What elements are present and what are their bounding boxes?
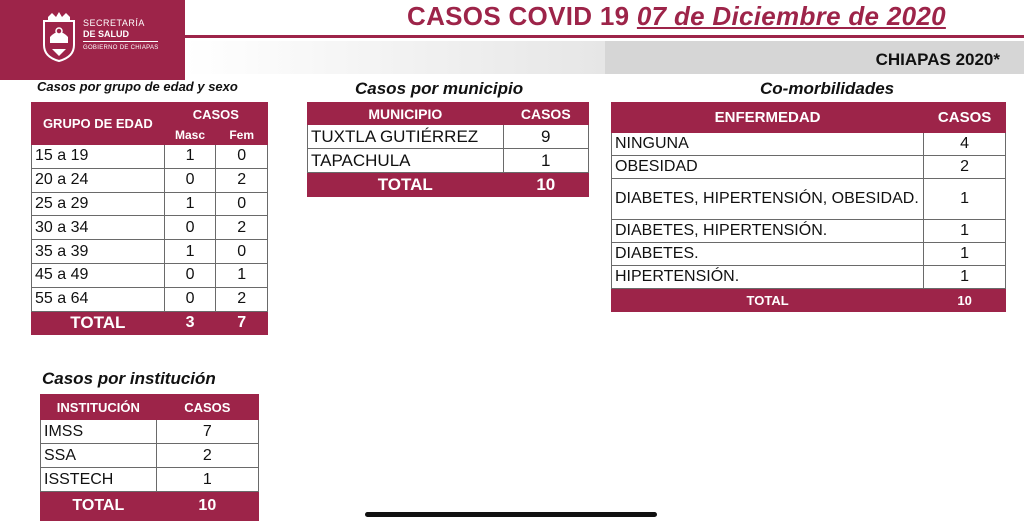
- total-label: TOTAL: [612, 289, 924, 312]
- disease-header: ENFERMEDAD: [612, 103, 924, 133]
- cases-header: CASOS: [924, 103, 1006, 133]
- female-cell: 1: [216, 263, 268, 287]
- table-row: [612, 220, 1006, 243]
- institution-heading: Casos por institución: [42, 369, 216, 388]
- age-group-cell: 20 a 24: [32, 168, 165, 192]
- cases-cell: 9: [503, 125, 588, 149]
- logo-text-line1: SECRETARÍA: [83, 18, 145, 28]
- male-cell: 1: [164, 192, 216, 216]
- age-group-cell: 35 a 39: [32, 240, 165, 264]
- institution-cell: IMSS: [41, 420, 157, 444]
- disease-cell: DIABETES, HIPERTENSIÓN, OBESIDAD.: [612, 179, 924, 220]
- total-row: [612, 289, 1006, 312]
- female-cell: 0: [216, 240, 268, 264]
- table-row: [612, 133, 1006, 156]
- table-row: [41, 468, 259, 492]
- female-cell: 0: [216, 145, 268, 169]
- logo-text-line2: DE SALUD: [83, 29, 130, 39]
- logo-text-line3: GOBIERNO DE CHIAPAS: [83, 45, 159, 51]
- age-sex-table: [31, 102, 268, 335]
- total-row: [32, 311, 268, 335]
- disease-cell: NINGUNA: [612, 133, 924, 156]
- table-row: [32, 216, 268, 240]
- total-cases: 10: [503, 173, 588, 197]
- female-cell: 2: [216, 168, 268, 192]
- table-row: [308, 125, 589, 149]
- total-label: TOTAL: [41, 492, 157, 521]
- municipality-table: [307, 102, 589, 197]
- cases-cell: 1: [924, 266, 1006, 289]
- disease-cell: DIABETES.: [612, 243, 924, 266]
- female-cell: 2: [216, 216, 268, 240]
- table-row: [32, 168, 268, 192]
- cases-cell: 2: [924, 156, 1006, 179]
- male-header: Masc: [164, 126, 216, 145]
- comorbidities-table: [611, 102, 1006, 312]
- female-cell: 2: [216, 287, 268, 311]
- age-group-cell: 55 a 64: [32, 287, 165, 311]
- institution-cell: ISSTECH: [41, 468, 157, 492]
- female-cell: 0: [216, 192, 268, 216]
- disease-cell: OBESIDAD: [612, 156, 924, 179]
- total-cases: 10: [924, 289, 1006, 312]
- total-cases: 10: [156, 492, 258, 521]
- table-row: [32, 263, 268, 287]
- total-female: 7: [216, 311, 268, 335]
- table-row: [612, 179, 1006, 220]
- table-row: [612, 266, 1006, 289]
- male-cell: 0: [164, 287, 216, 311]
- male-cell: 0: [164, 168, 216, 192]
- table-row: [32, 240, 268, 264]
- institution-header: INSTITUCIÓN: [41, 395, 157, 420]
- title-date: 07 de Diciembre de 2020: [636, 1, 946, 31]
- age-group-cell: 45 a 49: [32, 263, 165, 287]
- municipality-heading: Casos por municipio: [355, 79, 524, 98]
- female-header: Fem: [216, 126, 268, 145]
- cases-cell: 1: [924, 243, 1006, 266]
- male-cell: 0: [164, 263, 216, 287]
- logo-divider: [83, 41, 158, 42]
- cases-cell: 4: [924, 133, 1006, 156]
- total-row: [308, 173, 589, 197]
- cases-cell: 1: [924, 179, 1006, 220]
- table-row: [32, 287, 268, 311]
- table-row: [612, 156, 1006, 179]
- home-indicator[interactable]: [365, 512, 657, 517]
- state-coat-of-arms-icon: [40, 11, 78, 63]
- age-group-cell: 30 a 34: [32, 216, 165, 240]
- table-row: [41, 420, 259, 444]
- male-cell: 0: [164, 216, 216, 240]
- table-row: [308, 149, 589, 173]
- municipality-header: MUNICIPIO: [308, 103, 504, 125]
- page-title: [407, 1, 946, 32]
- age-group-cell: 25 a 29: [32, 192, 165, 216]
- total-label: TOTAL: [308, 173, 504, 197]
- header-rule: [185, 35, 1024, 38]
- comorbidities-heading: Co-morbilidades: [760, 79, 895, 98]
- title-main: CASOS COVID 19: [407, 1, 637, 31]
- table-row: [41, 444, 259, 468]
- table-row: [612, 243, 1006, 266]
- cases-header: CASOS: [156, 395, 258, 420]
- table-row: [32, 145, 268, 169]
- header-grey-fade: [185, 41, 605, 74]
- secretaria-logo: [0, 0, 185, 80]
- male-cell: 1: [164, 145, 216, 169]
- cases-cell: 1: [503, 149, 588, 173]
- cases-cell: 1: [924, 220, 1006, 243]
- cases-cell: 2: [156, 444, 258, 468]
- male-cell: 1: [164, 240, 216, 264]
- cases-cell: 7: [156, 420, 258, 444]
- age-group-header: GRUPO DE EDAD: [32, 103, 165, 145]
- total-male: 3: [164, 311, 216, 335]
- disease-cell: DIABETES, HIPERTENSIÓN.: [612, 220, 924, 243]
- institution-cell: SSA: [41, 444, 157, 468]
- institution-table: [40, 394, 259, 521]
- age-group-cell: 15 a 19: [32, 145, 165, 169]
- municipality-cell: TAPACHULA: [308, 149, 504, 173]
- total-row: [41, 492, 259, 521]
- table-row: [32, 192, 268, 216]
- cases-cell: 1: [156, 468, 258, 492]
- municipality-cell: TUXTLA GUTIÉRREZ: [308, 125, 504, 149]
- total-label: TOTAL: [32, 311, 165, 335]
- cases-header: CASOS: [503, 103, 588, 125]
- region-label: CHIAPAS 2020*: [875, 50, 1000, 69]
- disease-cell: HIPERTENSIÓN.: [612, 266, 924, 289]
- header: [0, 0, 1024, 76]
- cases-header: CASOS: [164, 103, 267, 126]
- age-sex-heading: Casos por grupo de edad y sexo: [37, 79, 238, 94]
